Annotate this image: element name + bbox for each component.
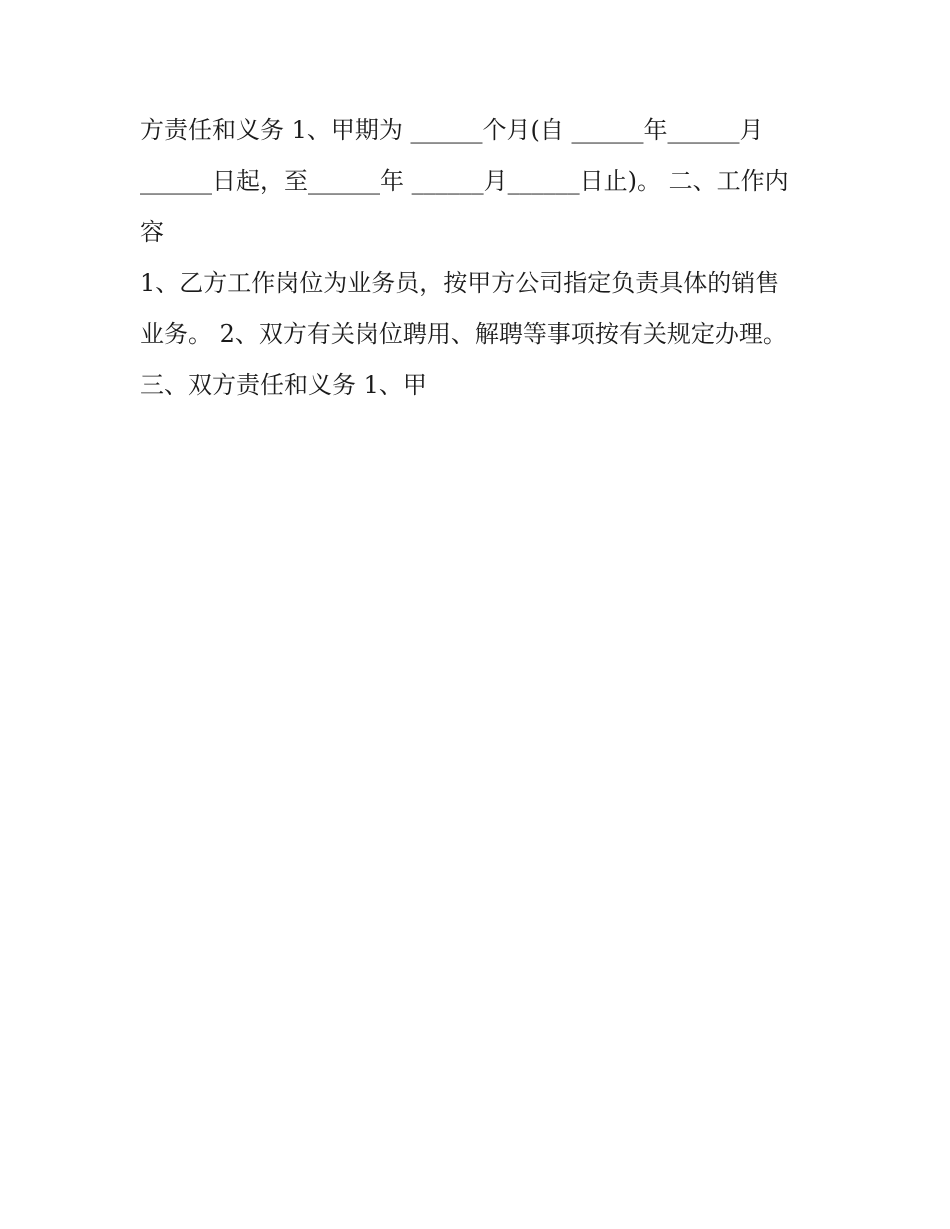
text-line-3: 容 — [140, 218, 164, 246]
text-line-5: 业务。 2、双方有关岗位聘用、解聘等事项按有关规定办理。 — [140, 320, 787, 348]
document-body — [140, 105, 820, 411]
text-line-4: 1、乙方工作岗位为业务员，按甲方公司指定负责具体的销售 — [140, 269, 780, 297]
text-line-2: ______日起，至______年 ______月______日止)。 二、工作内 — [140, 167, 789, 195]
text-line-1: 方责任和义务 1、甲期为 ______个月(自 ______年______月 — [140, 116, 764, 144]
text-line-6: 三、双方责任和义务 1、甲 — [140, 371, 427, 399]
